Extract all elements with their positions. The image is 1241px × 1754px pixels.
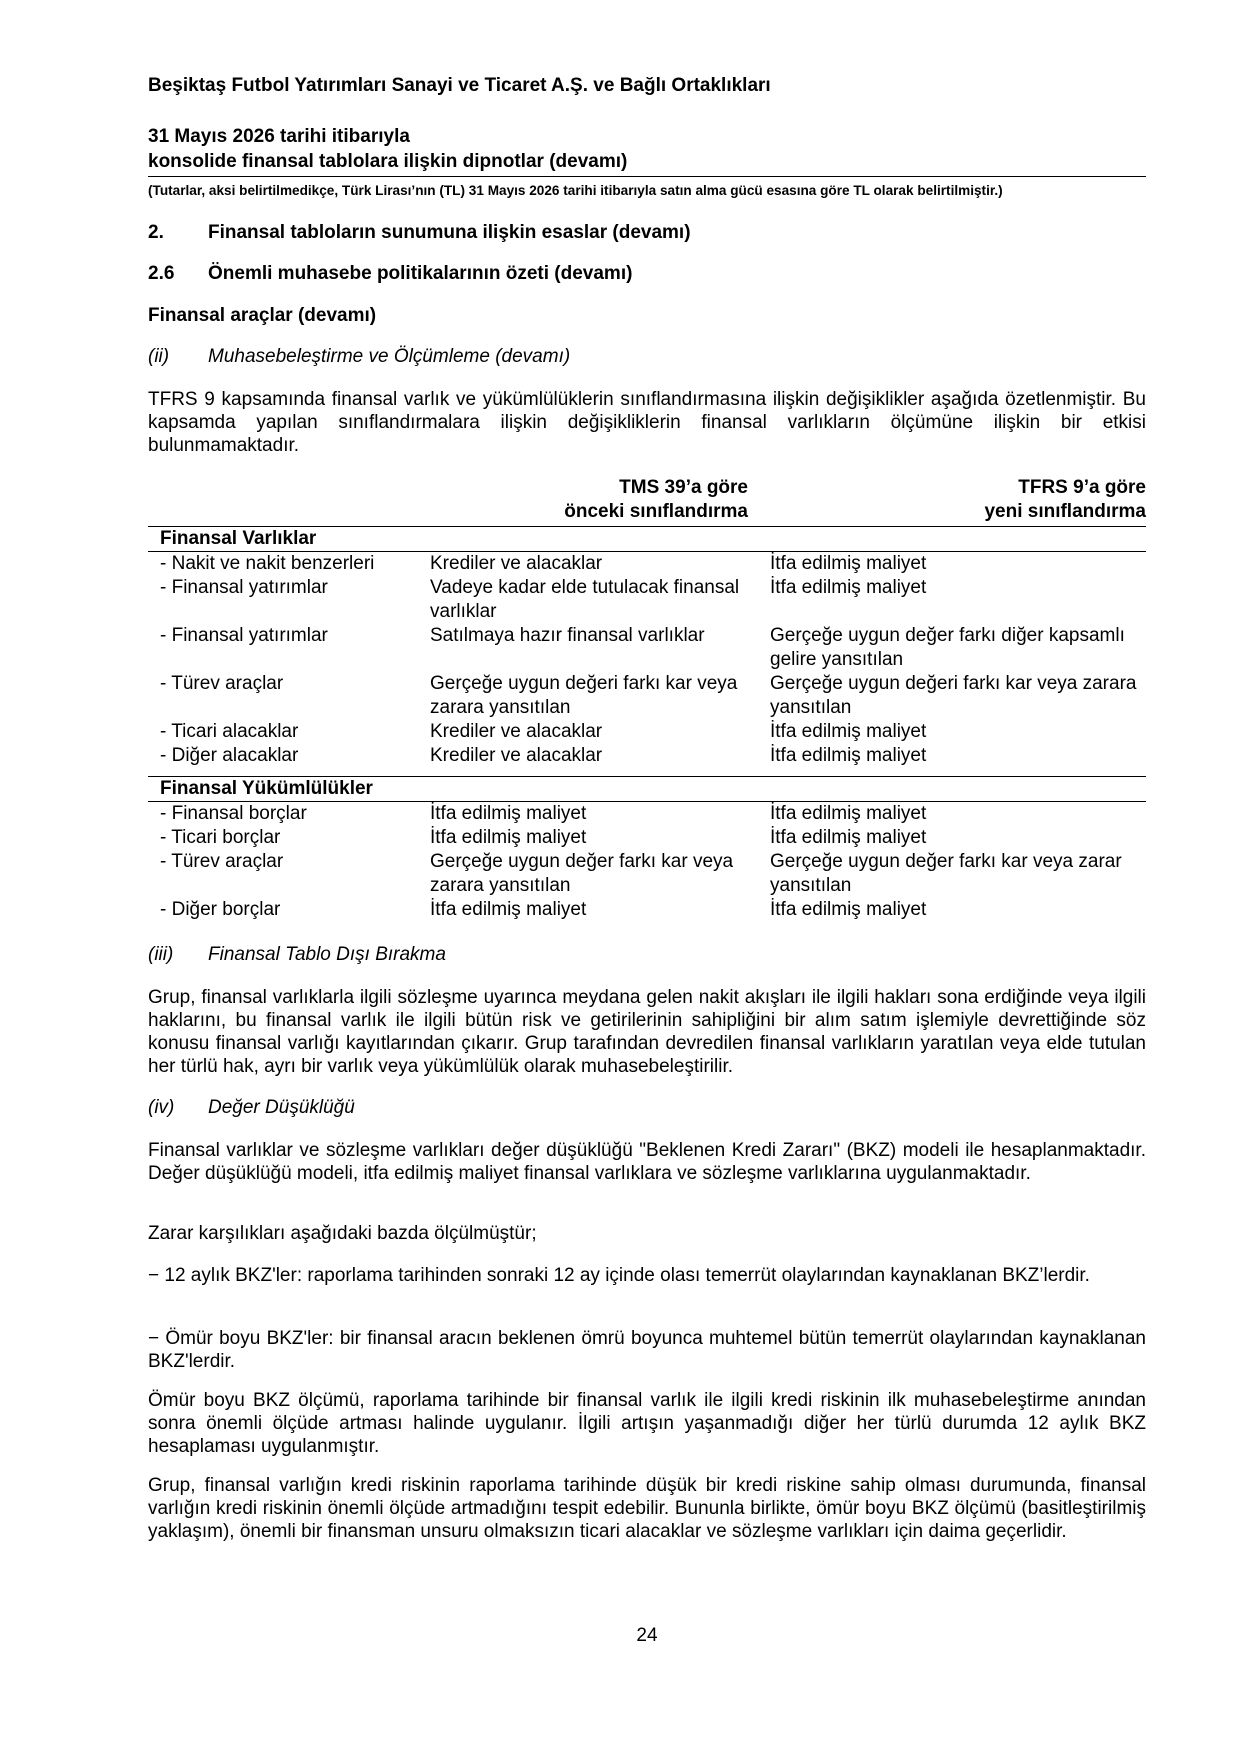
row-old-classification: Krediler ve alacaklar [430, 553, 603, 574]
report-date: 31 Mayıs 2026 tarihi itibarıyla [148, 126, 410, 147]
table-row [160, 720, 1146, 744]
table-row [160, 552, 1146, 576]
row-old-classification: Krediler ve alacaklar [430, 721, 603, 742]
row-new-classification: İtfa edilmiş maliyet [770, 899, 927, 920]
assets-rows [160, 552, 1146, 768]
old-header-line2: önceki sınıflandırma [564, 501, 748, 522]
row-item: - Ticari borçlar [160, 827, 281, 848]
derecognition-paragraph: Grup, finansal varlıklarla ilgili sözleşme uyarınca meydana gelen nakit akışları ile ilgili hakları sona erdiğinde veya ilgili haklarını, bu finansal varlık ile ilgili bütün risk ve getirilerinin sahipliğini bir alım satım işlemiyle devrettiğinde söz konusu finansal varlığı kayıtlarından çıkarır. Grup tarafından devredilen finansal varlıkların yaratılan veya elde tutulan her türlü hak, ayrı bir varlık veya yükümlülük olarak muhasebeleştirilir. [148, 987, 1146, 1077]
report-subtitle: konsolide finansal tablolara ilişkin dipnotlar (devamı) [148, 151, 628, 172]
old-classification-header [448, 476, 748, 524]
section-heading [148, 222, 691, 244]
row-new-classification: Gerçeğe uygun değer farkı diğer kapsamlı gelire yansıtılan [770, 625, 1125, 670]
row-old-classification: Gerçeğe uygun değer farkı kar veya zarara yansıtılan [430, 851, 734, 896]
topic-heading: Finansal araçlar (devamı) [148, 305, 377, 326]
part-ii-heading [148, 346, 570, 368]
row-old-classification: Vadeye kadar elde tutulacak finansal varlıklar [430, 577, 740, 622]
liabilities-group-title: Finansal Yükümlülükler [148, 776, 1146, 802]
row-old-classification: İtfa edilmiş maliyet [430, 899, 587, 920]
row-item: - Nakit ve nakit benzerleri [160, 553, 375, 574]
row-item: - Finansal yatırımlar [160, 625, 328, 646]
row-old-classification: Satılmaya hazır finansal varlıklar [430, 625, 705, 646]
row-old-classification: İtfa edilmiş maliyet [430, 827, 587, 848]
part-iv-heading [148, 1097, 355, 1119]
part-iii-title: Finansal Tablo Dışı Bırakma [208, 944, 446, 965]
row-item: - Finansal borçlar [160, 803, 307, 824]
classification-table [160, 526, 1146, 922]
subsection-title: Önemli muhasebe politikalarının özeti (devamı) [208, 263, 633, 284]
table-row [160, 898, 1146, 922]
header-divider [148, 176, 1146, 177]
row-new-classification: İtfa edilmiş maliyet [770, 827, 927, 848]
new-header-line1: TFRS 9’a göre [1018, 477, 1146, 498]
subsection-number: 2.6 [148, 263, 175, 284]
liabilities-rows [160, 802, 1146, 922]
subsection-heading [148, 263, 632, 285]
low-risk-paragraph: Grup, finansal varlığın kredi riskinin raporlama tarihinde düşük bir kredi riskine sahip olması durumunda, finansal varlığın kredi riskinin önemli ölçüde artmadığını tespit edebilir. Bununla birlikte, ömür boyu BKZ ölçümü (basitleştirilmiş yaklaşım), önemli bir finansman unsuru olmaksızın ticari alacaklar ve sözleşme varlıkları için daima geçerlidir. [148, 1475, 1146, 1542]
old-header-line1: TMS 39’a göre [619, 477, 748, 498]
section-title: Finansal tabloların sunumuna ilişkin esaslar (devamı) [208, 222, 691, 243]
part-iv-number: (iv) [148, 1097, 175, 1118]
currency-note: (Tutarlar, aksi belirtilmedikçe, Türk Lirası’nın (TL) 31 Mayıs 2026 tarihi itibarıyla satın alma gücü esasına göre TL olarak belirtilmiştir.) [148, 183, 1003, 198]
row-item: - Türev araçlar [160, 673, 284, 694]
row-item: - Türev araçlar [160, 851, 284, 872]
loss-basis-paragraph: Zarar karşılıkları aşağıdaki bazda ölçülmüştür; [148, 1223, 537, 1244]
company-name: Beşiktaş Futbol Yatırımları Sanayi ve Ticaret A.Ş. ve Bağlı Ortaklıkları [148, 75, 771, 96]
table-row [160, 576, 1146, 624]
part-iii-heading [148, 944, 446, 966]
bullet-lifetime: − Ömür boyu BKZ'ler: bir finansal aracın beklenen ömrü boyunca muhtemel bütün temerrüt olaylarından kaynaklanan BKZ'lerdir. [148, 1328, 1146, 1372]
row-item: - Diğer alacaklar [160, 745, 299, 766]
part-iv-title: Değer Düşüklüğü [208, 1097, 355, 1118]
table-row [160, 624, 1146, 672]
table-row [160, 744, 1146, 768]
table-row [160, 850, 1146, 898]
row-old-classification: İtfa edilmiş maliyet [430, 803, 587, 824]
row-new-classification: Gerçeğe uygun değer farkı kar veya zarar yansıtılan [770, 851, 1122, 896]
row-new-classification: İtfa edilmiş maliyet [770, 745, 927, 766]
new-header-line2: yeni sınıflandırma [984, 501, 1146, 522]
row-old-classification: Gerçeğe uygun değeri farkı kar veya zarara yansıtılan [430, 673, 738, 718]
row-item: - Diğer borçlar [160, 899, 281, 920]
part-ii-title: Muhasebeleştirme ve Ölçümleme (devamı) [208, 346, 571, 367]
table-row [160, 826, 1146, 850]
impairment-paragraph: Finansal varlıklar ve sözleşme varlıkları değer düşüklüğü "Beklenen Kredi Zararı" (BKZ) modeli ile hesaplanmaktadır. Değer düşüklüğü modeli, itfa edilmiş maliyet finansal varlıklara ve sözleşme varlıklarına uygulanmaktadır. [148, 1140, 1146, 1184]
table-row [160, 672, 1146, 720]
page-number: 24 [636, 1625, 658, 1646]
intro-paragraph: TFRS 9 kapsamında finansal varlık ve yükümlülüklerin sınıflandırmasına ilişkin değişiklikler aşağıda özetlenmiştir. Bu kapsamda yapılan sınıflandırmalara ilişkin değişikliklerin finansal varlıkların ölçümüne ilişkin bir etkisi bulunmamaktadır. [148, 389, 1146, 456]
part-iii-number: (iii) [148, 944, 174, 965]
lifetime-paragraph: Ömür boyu BKZ ölçümü, raporlama tarihinde bir finansal varlık ile ilgili kredi riskinin ilk muhasebeleştirme anından sonra önemli ölçüde artması halinde uygulanır. İlgili artışın yaşanmadığı diğer her türlü durumda 12 aylık BKZ hesaplaması uygulanmıştır. [148, 1390, 1146, 1457]
row-item: - Ticari alacaklar [160, 721, 299, 742]
row-new-classification: İtfa edilmiş maliyet [770, 803, 927, 824]
bullet-12-month: − 12 aylık BKZ'ler: raporlama tarihinden sonraki 12 ay içinde olası temerrüt olaylarından kaynaklanan BKZ’lerdir. [148, 1265, 1090, 1286]
row-item: - Finansal yatırımlar [160, 577, 328, 598]
assets-group-title: Finansal Varlıklar [148, 526, 1146, 552]
row-old-classification: Krediler ve alacaklar [430, 745, 603, 766]
row-new-classification: Gerçeğe uygun değeri farkı kar veya zarara yansıtılan [770, 673, 1137, 718]
row-new-classification: İtfa edilmiş maliyet [770, 721, 927, 742]
part-ii-number: (ii) [148, 346, 170, 367]
section-number: 2. [148, 222, 164, 243]
row-new-classification: İtfa edilmiş maliyet [770, 577, 927, 598]
row-new-classification: İtfa edilmiş maliyet [770, 553, 927, 574]
new-classification-header [846, 476, 1146, 524]
table-row [160, 802, 1146, 826]
